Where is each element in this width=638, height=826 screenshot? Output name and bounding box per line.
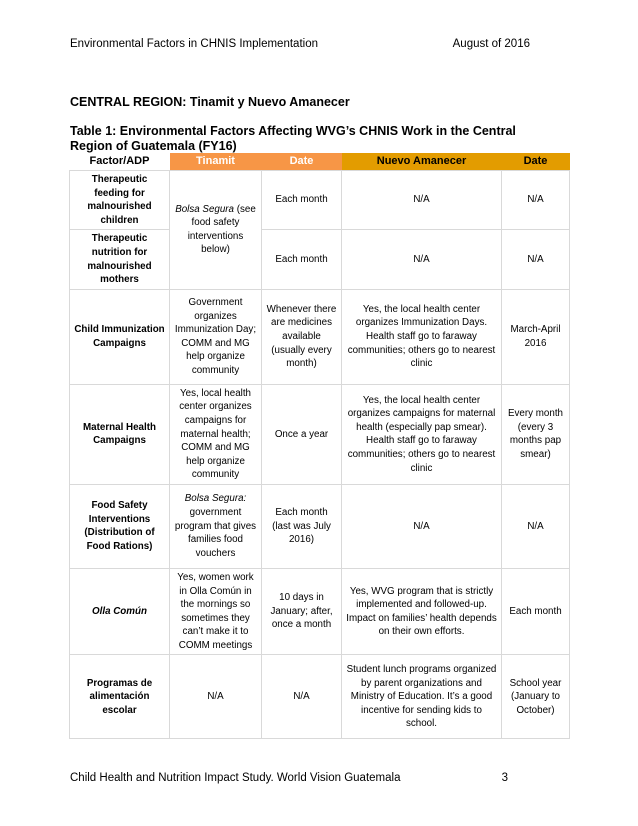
tinamit-cell bbox=[170, 171, 262, 290]
tinamit-cell: Yes, local health center organizes campaigns for maternal health; COMM and MG help organize community bbox=[170, 384, 262, 484]
col-header-tinamit: Tinamit bbox=[170, 153, 262, 171]
table-header-row bbox=[70, 153, 570, 171]
col-header-factor: Factor/ADP bbox=[70, 153, 170, 171]
factor-cell: Therapeutic feeding for malnourished children bbox=[70, 171, 170, 230]
footer-text: Child Health and Nutrition Impact Study. World Vision Guatemala bbox=[70, 772, 401, 784]
header-title: Environmental Factors in CHNIS Implementation bbox=[70, 38, 318, 50]
page-footer bbox=[70, 772, 508, 784]
page-header bbox=[70, 38, 530, 50]
tinamit-cell: Government organizes Immunization Day; COMM and MG help organize community bbox=[170, 289, 262, 384]
nuevo-cell: N/A bbox=[342, 171, 502, 230]
region-heading: CENTRAL REGION: Tinamit y Nuevo Amanecer bbox=[70, 95, 350, 109]
table-row bbox=[70, 655, 570, 739]
date-cell: Every month (every 3 months pap smear) bbox=[502, 384, 570, 484]
table-row bbox=[70, 289, 570, 384]
date-cell: N/A bbox=[502, 484, 570, 568]
table-row bbox=[70, 568, 570, 655]
nuevo-cell: Student lunch programs organized by parent organizations and Ministry of Education. It’s a good incentive for sending kids to school. bbox=[342, 655, 502, 739]
factor-cell: Food Safety Interventions (Distribution of Food Rations) bbox=[70, 484, 170, 568]
page-number: 3 bbox=[501, 772, 508, 784]
factor-cell: Therapeutic nutrition for malnourished mothers bbox=[70, 230, 170, 289]
tinamit-text: government program that gives families food vouchers bbox=[174, 507, 257, 559]
environmental-factors-table bbox=[69, 153, 570, 739]
table-row bbox=[70, 384, 570, 484]
program-name: Bolsa Segura bbox=[175, 203, 235, 215]
nuevo-cell: N/A bbox=[342, 230, 502, 289]
date-cell: Whenever there are medicines available (usually every month) bbox=[262, 289, 342, 384]
tinamit-cell: N/A bbox=[170, 655, 262, 739]
col-header-date-nuevo: Date bbox=[502, 153, 570, 171]
table-row bbox=[70, 171, 570, 230]
nuevo-cell: N/A bbox=[342, 484, 502, 568]
col-header-date-tinamit: Date bbox=[262, 153, 342, 171]
tinamit-cell bbox=[170, 484, 262, 568]
date-cell: N/A bbox=[502, 230, 570, 289]
date-cell: 10 days in January; after, once a month bbox=[262, 568, 342, 655]
nuevo-cell: Yes, the local health center organizes Immunization Days. Health staff go to faraway communities; others go to nearest clinic bbox=[342, 289, 502, 384]
tinamit-cell: Yes, women work in Olla Común in the mornings so sometimes they can’t make it to COMM meetings bbox=[170, 568, 262, 655]
date-cell: N/A bbox=[502, 171, 570, 230]
header-date: August of 2016 bbox=[452, 38, 530, 50]
factor-cell: Maternal Health Campaigns bbox=[70, 384, 170, 484]
date-cell: N/A bbox=[262, 655, 342, 739]
date-cell: Each month bbox=[262, 171, 342, 230]
date-cell: School year (January to October) bbox=[502, 655, 570, 739]
factor-cell: Child Immunization Campaigns bbox=[70, 289, 170, 384]
table-row bbox=[70, 230, 570, 289]
factor-cell: Programas de alimentación escolar bbox=[70, 655, 170, 739]
table-caption: Table 1: Environmental Factors Affecting WVG’s CHNIS Work in the Central Region of Guatemala (FY16) bbox=[70, 124, 516, 153]
date-cell: March-April 2016 bbox=[502, 289, 570, 384]
nuevo-cell: Yes, WVG program that is strictly implemented and followed-up. Impact on families’ health depends on their own efforts. bbox=[342, 568, 502, 655]
date-cell: Each month (last was July 2016) bbox=[262, 484, 342, 568]
tinamit-text: (see food safety interventions below) bbox=[187, 203, 256, 256]
date-cell: Each month bbox=[502, 568, 570, 655]
program-name: Bolsa Segura: bbox=[184, 493, 247, 505]
date-cell: Once a year bbox=[262, 384, 342, 484]
col-header-nuevo-amanecer: Nuevo Amanecer bbox=[342, 153, 502, 171]
table-row bbox=[70, 484, 570, 568]
nuevo-cell: Yes, the local health center organizes campaigns for maternal health (especially pap smear). Health staff go to faraway communities; others go to nearest clinic bbox=[342, 384, 502, 484]
date-cell: Each month bbox=[262, 230, 342, 289]
factor-cell: Olla Común bbox=[70, 568, 170, 655]
